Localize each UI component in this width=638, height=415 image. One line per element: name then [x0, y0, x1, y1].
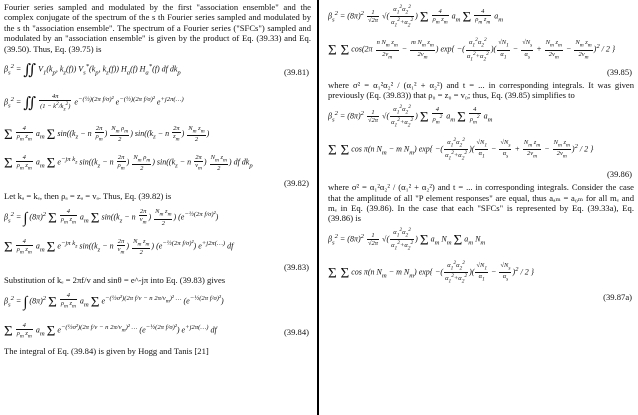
substitution-paragraph: Substitution of kₑ = 2πf/v and sinθ = e^-jπ into Eq. (39.83) gives: [4, 275, 226, 286]
equation-number: (39.85): [606, 66, 632, 77]
equation-39-82-number-line: [4, 178, 311, 191]
equation-number: (39.81): [283, 67, 309, 78]
equation-number: (39.82): [283, 178, 309, 189]
equation-39-87a-line-2: Σ Σ cos π(n $N_m - m$ $N_m$) exp{ −( $\frac{\alpha_1^2\alpha_2^2}{\alpha_1^2+\alpha_2^2}$ )( $\frac{√N_1}{\alpha_1}$ − $\frac{√N_s}{\alpha_s}$ )$^2$ / 2 }: [328, 259, 534, 285]
left-column: [0, 0, 314, 415]
equation-number: (39.87a): [603, 292, 632, 303]
integral-paragraph: The integral of Eq. (39.84) is given by Hogg and Tanis [21]: [4, 346, 209, 357]
equation-39-83-line-2: Σ $\frac{4}{\rho_m z_m}$ $a_m$ Σ $e^{-j\pi k_z}$ $\sin((k_z - n$ $\frac{2\pi}{v_m}$ ) $\frac{N_m z_m}{2}$ ) $(e^{-\frac{1}{2}(2\pi f/\sigma)^2})$ $e^{+j2\pi(\dots)}$ df: [4, 237, 234, 256]
equation-number: (39.86): [606, 169, 632, 180]
equation-number: (39.84): [283, 326, 309, 337]
equation-39-85-line-1: $\beta_s^2 = (8\pi)^2$ $\frac{1}{√2\pi}$ √( $\frac{\alpha_1^2\alpha_2^2}{\alpha_1^2+\alpha_2^2}$ ) Σ $\frac{4}{\rho_m z_m}$ $a_m$ Σ $\frac{4}{\rho_m z_m}$ $a_m$: [328, 3, 504, 29]
equation-39-87a-line-1: $\beta_s^2 = (8\pi)^2$ $\frac{1}{√2\pi}$ √( $\frac{\alpha_1^2\alpha_2^2}{\alpha_1^2+\alpha_2^2}$ ) Σ $a_m$ $N_m$ Σ $a_m$ $N_m$: [328, 226, 486, 252]
equation-39-86-number-line: [328, 169, 634, 182]
equation-39-81: $\beta_s^2$ = ∬ $V_1(k_p$, $k_z(f)$) $V_s^*(k_p$, $k_z(f)$) $H_a(f)$ $H_a^*(f)$ df $dk_p$ (39.81): [4, 56, 311, 84]
equation-39-87a-number-line: [328, 292, 634, 305]
equation-39-82-line-3: Σ $\frac{4}{\rho_m z_m}$ $a_m$ Σ $e^{-j\pi k_z}$ $\sin((k_z - n$ $\frac{2\pi}{\rho_m}$ ) $\frac{N_m \rho_m}{2}$ ) $\sin((k_z - n$ $\frac{2\pi}{v_m}$ ) $\frac{N_m z_m}{2}$ ) df $dk_p$: [4, 153, 253, 173]
equation-39-86-line-1: $\beta_s^2 = (8\pi)^2$ $\frac{1}{√2\pi}$ √( $\frac{\alpha_1^2\alpha_2^2}{\alpha_1^2+\alpha_2^2}$ ) Σ $\frac{4}{\rho_m^2}$ $a_m$ Σ $\frac{4}{\rho_m^2}$ $a_m$: [328, 103, 493, 129]
equation-39-83-line-1: $\beta_s^2$ = ∫ $(8\pi)^2$ Σ $\frac{4}{\rho_m z_m}$ $a_m$ Σ $\sin((k_z - n$ $\frac{2\pi}{v_m}$ ) $\frac{N_m z_m}{2}$ ) $(e^{-\frac{1}{2}(2\pi f/\sigma)^2})$: [4, 208, 219, 227]
where-paragraph-1: where σ² = α₁²α₂² / (α₁² + α₂²) and t = ... in corresponding integrals. It was given previously (Eq. (39.83)) that ρ₀ = z₀ = v₀; thus, Eq. (39.85) simplifies to: [328, 79, 634, 101]
column-divider: [317, 0, 319, 415]
equation-39-82-line-2: Σ $\frac{4}{\rho_m z_m}$ $a_m$ Σ $\sin((k_z - n$ $\frac{2\pi}{\rho_m}$ ) $\frac{N_m \rho_m}{2}$ ) $\sin((k_z - n$ $\frac{2\pi}{z_m}$ ) $\frac{N_m z_m}{2}$ ): [4, 124, 210, 143]
equation-39-86-line-2: Σ Σ cos π(n $N_m - m$ $N_m$) exp{ −( $\frac{\alpha_1^2\alpha_2^2}{\alpha_1^2+\alpha_2^2}$ )( $\frac{√N_1}{\alpha_1}$ − $\frac{√N_s}{\alpha_s}$ + $\frac{N_m z_m}{2v_m}$ − $\frac{N_m z_m}{2v_m}$ )$^2$ / 2 }: [328, 136, 594, 162]
where-paragraph-2: where σ² = α₁²α₂² / (α₁² + α₂²) and t = ... in corresponding integrals. Consider the case that the amplitude of all "P element responses" are equal, thus aₐₘ = a₀ₘ for all mₑ and mₑ in Eq. (39.86). In the case that each "SFCs" is represented by Eq. (39.33a), Eq. (39.86) is: [328, 182, 634, 224]
equation-39-84-line-1: $\beta_s^2$ = ∫ $(8\pi)^2$ Σ $\frac{4}{\rho_m z_m}$ $a_m$ Σ $e^{-(\frac{1}{2}\sigma^2)(2\pi f/v - n 2\pi/v_m)^2 \dots}$ $(e^{-\frac{1}{2}(2\pi f/\sigma)^2})$: [4, 292, 224, 311]
equation-39-85-line-2: Σ Σ cos(2π $\frac{n N_m z_m}{2v_m}$ − $\frac{m N_m z_m}{2v_m}$ ) exp{ −( $\frac{\alpha_1^2\alpha_2^2}{\alpha_1^2+\alpha_2^2}$ )( $\frac{√N_1}{\alpha_1}$ − $\frac{√N_s}{\alpha_s}$ + $\frac{N_m z_m}{2v_m}$ − $\frac{N_m z_m}{2v_m}$ )$^2$ / 2 }: [328, 37, 616, 63]
right-column: [322, 0, 638, 415]
equation-39-85-number-line: [328, 67, 634, 80]
equation-number: (39.83): [283, 262, 309, 273]
equation-39-83-number-line: [4, 262, 311, 275]
equation-39-84-line-2: Σ $\frac{4}{\rho_m z_m}$ $a_m$ Σ $e^{-(\frac{1}{2}\sigma^2)(2\pi f/v - n 2\pi/v_m)^2 \dots}$ $(e^{-\frac{1}{2}(2\pi f/\sigma)^2})$ $e^{+j2\pi(\dots)}$ df (39.84): [4, 317, 311, 345]
intro-paragraph: Fourier series sampled and modulated by the first "association ensemble" and the complex conjugate of the spectrum of the s th Fourier series sampled and modulated by the s th "association ensemble". The spectrum of a Fourier series ("SFCs") sampled and modulated by an "association ensemble" is given by the product of Eq. (39.33) and Eq. (39.50). Thus, Eq. (39.75) is: [4, 2, 311, 54]
let-paragraph: Let kₐ = kₑ, then ρₐ = zₐ = vₐ. Thus, Eq. (39.82) is: [4, 191, 172, 202]
equation-39-82-line-1: $\beta_s^2$ = ∬ $\frac{4\pi}{(1 - k^2/k_z^2)}$ $e^{-(\frac{1}{2})(2\pi f/\sigma)^2}$ $e^{-(\frac{1}{2})(2\pi f/\sigma)^2}$ $e^{+j2\pi(\dots)}$: [4, 92, 184, 113]
